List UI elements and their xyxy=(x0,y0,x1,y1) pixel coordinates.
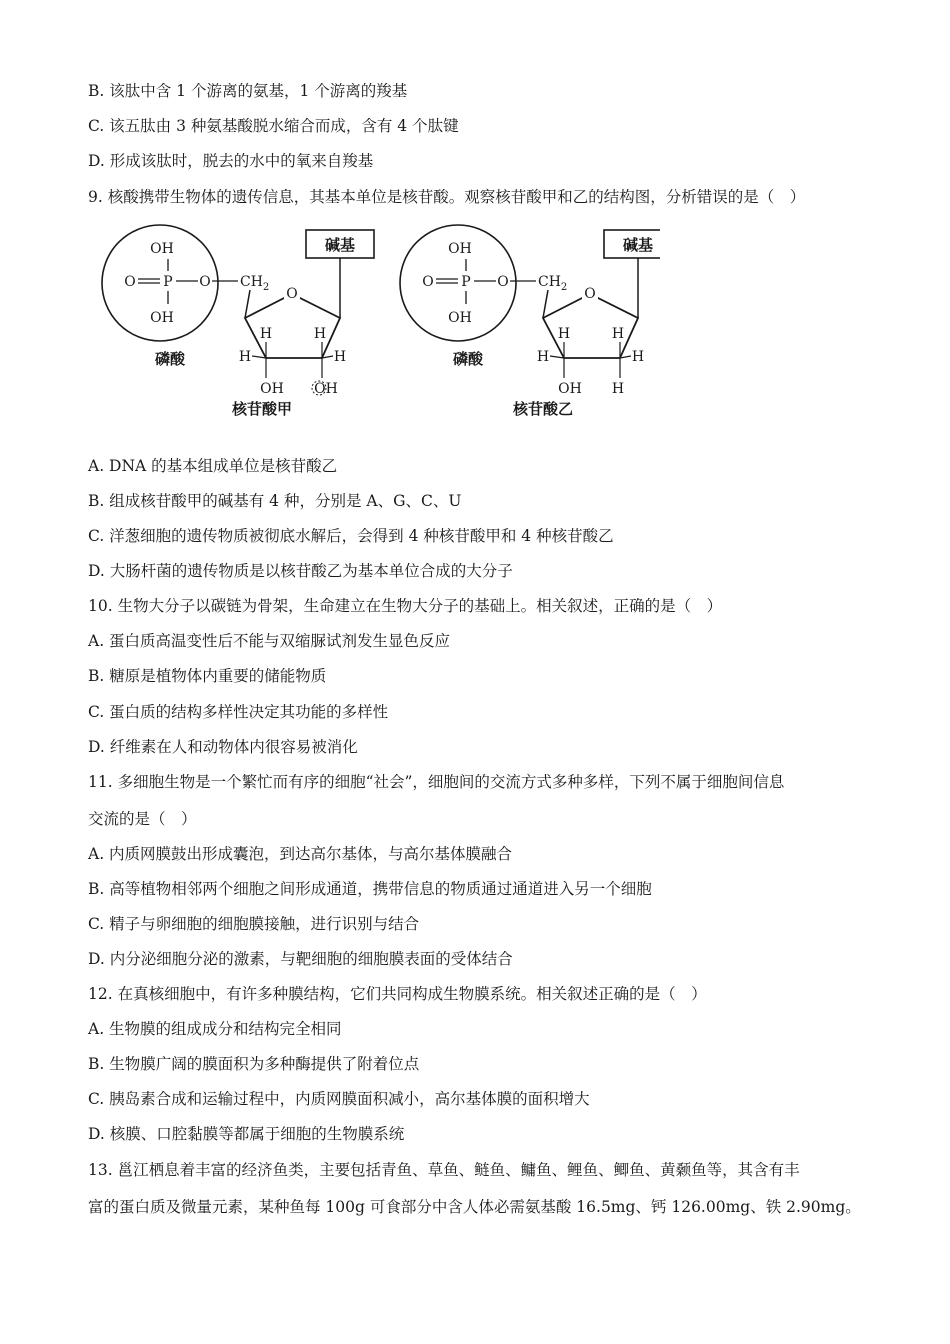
q10-option-b: B. 糖原是植物体内重要的储能物质 xyxy=(88,667,327,685)
q8-option-c: C. 该五肽由 3 种氨基酸脱水缩合而成，含有 4 个肽键 xyxy=(88,117,459,135)
h-2prime-b: H xyxy=(611,381,625,397)
q12-option-b: B. 生物膜广阔的膜面积为多种酶提供了附着位点 xyxy=(88,1055,420,1073)
h-inner-left-b: H xyxy=(557,326,571,342)
oh-bottom-a: OH xyxy=(150,310,174,326)
nucleotide-b xyxy=(400,225,660,418)
q10-option-c: C. 蛋白质的结构多样性决定其功能的多样性 xyxy=(88,703,389,721)
q9-option-a: A. DNA 的基本组成单位是核苷酸乙 xyxy=(88,457,338,475)
phosphate-label-b: 磷酸 xyxy=(452,350,484,368)
q11-option-a: A. 内质网膜鼓出形成囊泡，到达高尔基体，与高尔基体膜融合 xyxy=(88,845,513,863)
q9-option-c: C. 洋葱细胞的遗传物质被彻底水解后，会得到 4 种核苷酸甲和 4 种核苷酸乙 xyxy=(88,527,614,545)
q12-stem: 12. 在真核细胞中，有许多种膜结构，它们共同构成生物膜系统。相关叙述正确的是（ ） xyxy=(88,985,707,1003)
oh-bottom-b: OH xyxy=(448,310,472,326)
nucleotide-a xyxy=(102,225,374,418)
nucleotide-a-label: 核苷酸甲 xyxy=(231,400,293,418)
nucleotide-structure-figure xyxy=(100,218,660,428)
q11-option-b: B. 高等植物相邻两个细胞之间形成通道，携带信息的物质通过通道进入另一个细胞 xyxy=(88,880,652,898)
q13-stem-line1: 13. 邕江栖息着丰富的经济鱼类，主要包括青鱼、草鱼、鲢鱼、鳙鱼、鲤鱼、鲫鱼、黄颡鱼等，其含有丰 xyxy=(88,1161,800,1179)
q11-stem-line2: 交流的是（ ） xyxy=(88,810,197,828)
o-double-a: O xyxy=(124,274,136,290)
nucleotide-b-label: 核苷酸乙 xyxy=(512,400,574,418)
o-double-b: O xyxy=(422,274,434,290)
q8-option-b: B. 该肽中含 1 个游离的氨基，1 个游离的羧基 xyxy=(88,82,408,100)
phosphate-label-a: 磷酸 xyxy=(154,350,186,368)
oh-2prime-left-a: OH xyxy=(260,381,284,397)
q12-option-c: C. 胰岛素合成和运输过程中，内质网膜面积减小，高尔基体膜的面积增大 xyxy=(88,1090,590,1108)
oh-3prime-b: OH xyxy=(558,381,582,397)
oh-top-b: OH xyxy=(448,241,472,257)
p-atom-a: P xyxy=(163,274,173,290)
oh-top-a: OH xyxy=(150,241,174,257)
q10-stem: 10. 生物大分子以碳链为骨架，生命建立在生物大分子的基础上。相关叙述，正确的是（ ） xyxy=(88,597,723,615)
oh-2prime-right-a: OH xyxy=(314,381,338,397)
ring-o-b: O xyxy=(584,286,596,302)
base-label-b: 碱基 xyxy=(622,236,654,254)
h-outer-left-b: H xyxy=(536,349,550,365)
ch2-a: $CH_2$ xyxy=(240,274,270,293)
q11-option-d: D. 内分泌细胞分泌的激素，与靶细胞的细胞膜表面的受体结合 xyxy=(88,950,513,968)
q12-option-d: D. 核膜、口腔黏膜等都属于细胞的生物膜系统 xyxy=(88,1125,405,1143)
q11-option-c: C. 精子与卵细胞的细胞膜接触，进行识别与结合 xyxy=(88,915,420,933)
h-inner-left-a: H xyxy=(259,326,273,342)
q13-stem-line2: 富的蛋白质及微量元素，某种鱼每 100g 可食部分中含人体必需氨基酸 16.5mg、钙 126.00mg、铁 2.90mg。 xyxy=(88,1198,861,1216)
q12-option-a: A. 生物膜的组成成分和结构完全相同 xyxy=(88,1020,342,1038)
q9-option-d: D. 大肠杆菌的遗传物质是以核苷酸乙为基本单位合成的大分子 xyxy=(88,562,513,580)
q9-option-b: B. 组成核苷酸甲的碱基有 4 种，分别是 A、G、C、U xyxy=(88,492,462,510)
o-bridge-a: O xyxy=(199,274,211,290)
h-inner-right-a: H xyxy=(313,326,327,342)
h-outer-left-a: H xyxy=(238,349,252,365)
h-outer-right-a: H xyxy=(333,349,347,365)
h-outer-right-b: H xyxy=(631,349,645,365)
base-label-a: 碱基 xyxy=(324,236,356,254)
ring-o-a: O xyxy=(286,286,298,302)
q10-option-a: A. 蛋白质高温变性后不能与双缩脲试剂发生显色反应 xyxy=(88,632,451,650)
q9-stem: 9. 核酸携带生物体的遗传信息，其基本单位是核苷酸。观察核苷酸甲和乙的结构图，分析错误的是（ ） xyxy=(88,188,806,206)
h-inner-right-b: H xyxy=(611,326,625,342)
ch2-b: $CH_2$ xyxy=(538,274,568,293)
o-bridge-b: O xyxy=(497,274,509,290)
q10-option-d: D. 纤维素在人和动物体内很容易被消化 xyxy=(88,738,358,756)
q11-stem-line1: 11. 多细胞生物是一个繁忙而有序的细胞“社会”，细胞间的交流方式多种多样，下列不属于细胞间信息 xyxy=(88,773,785,791)
p-atom-b: P xyxy=(461,274,471,290)
q8-option-d: D. 形成该肽时，脱去的水中的氧来自羧基 xyxy=(88,152,374,170)
